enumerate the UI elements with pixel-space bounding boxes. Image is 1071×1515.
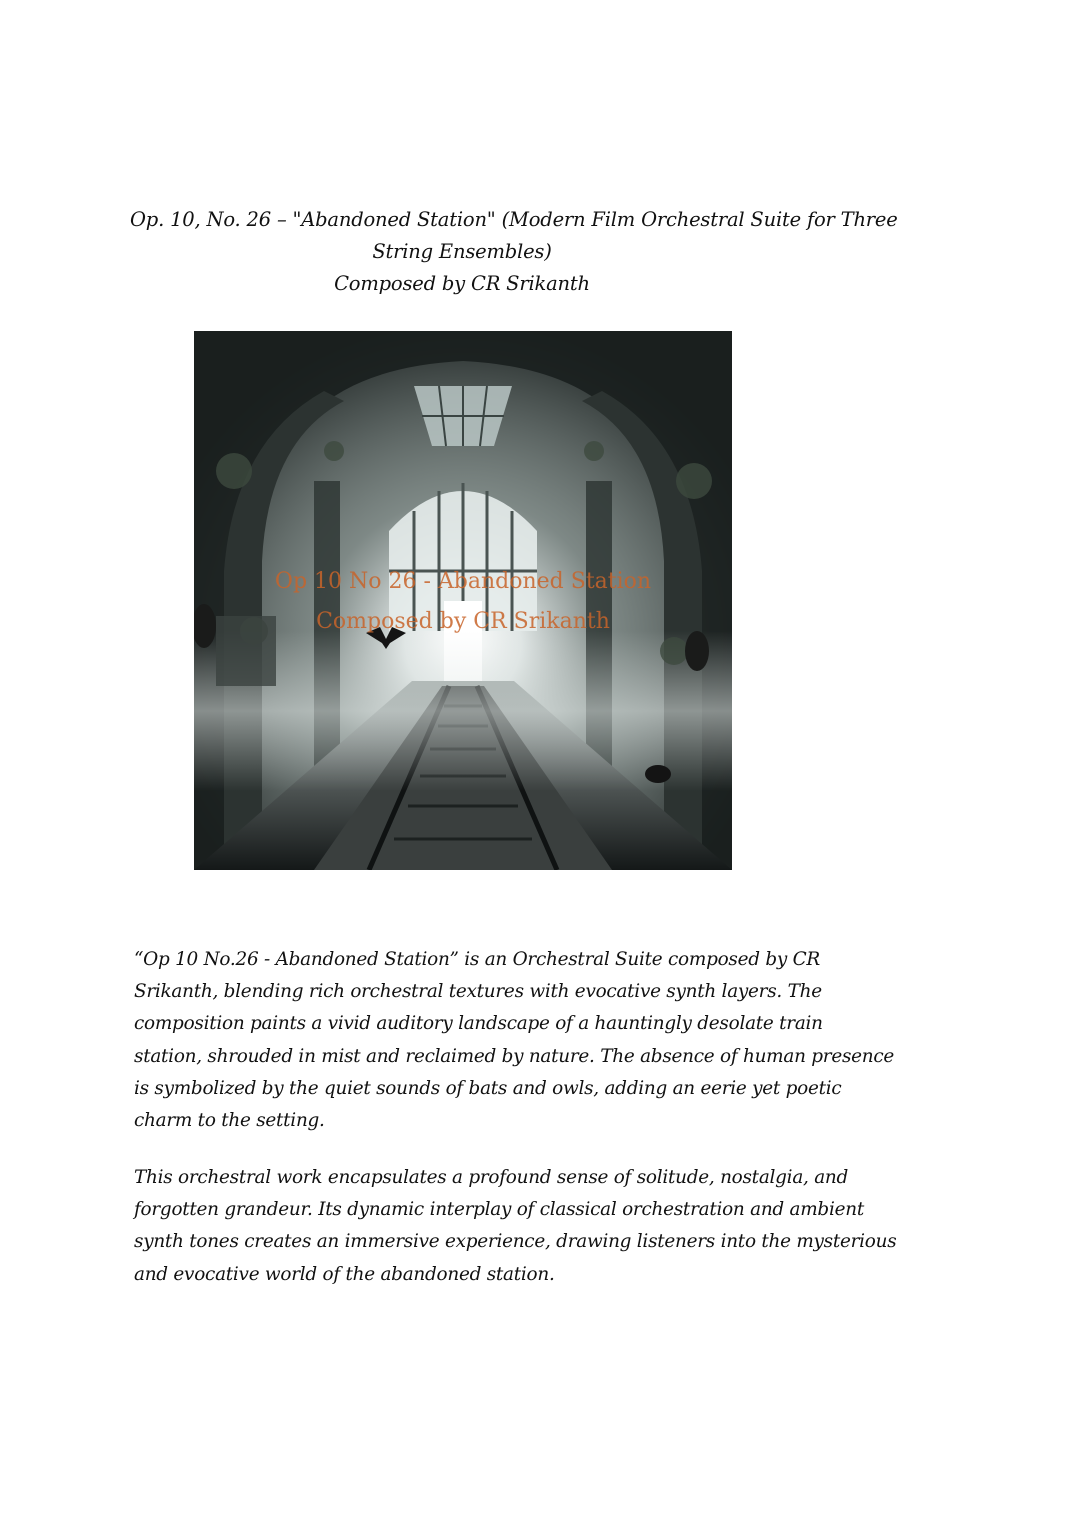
- paragraph-2-line: This orchestral work encapsulates a profound sense of solitude, nostalgia, and: [134, 1167, 849, 1188]
- paragraph-1-line: composition paints a vivid auditory landscape of a hauntingly desolate train: [134, 1013, 823, 1035]
- paragraph-1-line: charm to the setting.: [134, 1110, 325, 1132]
- composer-credit: Composed by CR Srikanth: [334, 272, 590, 295]
- paragraph-2-line: forgotten grandeur. Its dynamic interplay of classical orchestration and ambient: [134, 1199, 864, 1221]
- cover-artwork: [194, 331, 732, 870]
- paragraph-1-line: station, shrouded in mist and reclaimed by nature. The absence of human presence: [134, 1045, 895, 1067]
- paragraph-1-line: is symbolized by the quiet sounds of bats and owls, adding an eerie yet poetic: [134, 1077, 842, 1099]
- paragraph-1-line: Srikanth, blending rich orchestral textures with evocative synth layers. The: [134, 981, 822, 1003]
- paragraph-2-line: synth tones creates an immersive experience, drawing listeners into the mysterious: [134, 1231, 897, 1253]
- paragraph-1-line: “Op 10 No.26 - Abandoned Station” is an Orchestral Suite composed by CR: [134, 949, 821, 970]
- description-paragraph-1: [134, 944, 895, 1137]
- cover-overlay-title: Op 10 No 26 - Abandoned Station: [274, 569, 652, 594]
- document-title-block: [130, 204, 898, 300]
- description-paragraph-2: [134, 1162, 897, 1291]
- paragraph-2-line: and evocative world of the abandoned station.: [134, 1263, 555, 1285]
- title-line-2: String Ensembles): [372, 240, 552, 263]
- title-line-1: Op. 10, No. 26 – "Abandoned Station" (Modern Film Orchestral Suite for Three: [130, 208, 898, 231]
- cover-overlay-composer: Composed by CR Srikanth: [316, 609, 610, 634]
